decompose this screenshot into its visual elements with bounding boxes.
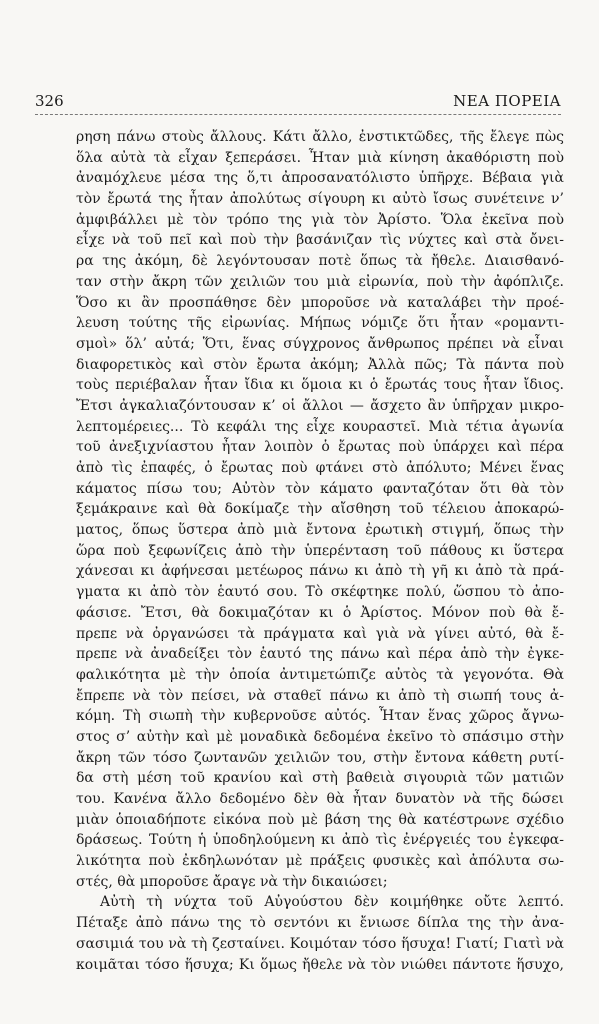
text-line: ἀναμόχλευε μέσα της ὅ,τι ἀπροσανατόλιστο ὑπῆρχε. Βέβαια γιὰ bbox=[76, 170, 564, 187]
text-line: κάματος πίσω του; Αὐτὸν τὸν κάματο φανταζόταν ὅτι θὰ τὸν bbox=[76, 480, 564, 497]
text-line: Ἔτσι ἀγκαλιαζόντουσαν κ’ οἱ ἄλλοι — ἄσχετο ἂν ὑπῆρχαν μικρο- bbox=[76, 397, 564, 414]
page-number: 326 bbox=[35, 92, 64, 110]
text-line: κόμη. Τὴ σιωπὴ τὴν κυβερνοῦσε αὐτός. Ἦταν ἕνας χῶρος ἄγνω- bbox=[76, 708, 564, 725]
body-text bbox=[76, 127, 564, 975]
text-line: Ὅσο κι ἂν προσπάθησε δὲν μποροῦσε νὰ καταλάβει τὴν προέ- bbox=[76, 294, 564, 311]
text-line: ἀμφιβάλλει μὲ τὸν τρόπο της γιὰ τὸν Ἀρίστο. Ὅλα ἐκεῖνα ποὺ bbox=[76, 211, 564, 228]
text-line: πρεπε νὰ ὀργανώσει τὰ πράγματα καὶ γιὰ νὰ γίνει αὐτό, θὰ ἔ- bbox=[76, 625, 564, 642]
text-line: του. Κανένα ἄλλο δεδομένο δὲν θὰ ἦταν δυνατὸν νὰ τῆς δώσει bbox=[76, 791, 564, 807]
text-line: ὥρα ποὺ ξεφωνίζεις ἀπὸ τὴν ὑπερένταση τοῦ πάθους κι ὕστερα bbox=[76, 542, 564, 559]
text-line: διαφορετικὸς καὶ στὸν ἔρωτα ἀκόμη; Ἀλλὰ πῶς; Τὰ πάντα ποὺ bbox=[76, 356, 564, 373]
text-line: ἔπρεπε νὰ τὸν πείσει, νὰ σταθεῖ πάνω κι ἀπὸ τὴ σιωπή τους ἀ- bbox=[76, 687, 564, 704]
text-line: λευση τούτης τῆς εἰρωνίας. Μήπως νόμιζε ὅτι ἦταν «ρομαντι- bbox=[76, 315, 564, 332]
text-line: τὸν ἔρωτά της ἦταν ἀπολύτως σίγουρη κι αὐτὸ ἴσως συνέτεινε ν’ bbox=[76, 191, 564, 208]
text-line: λικότητα ποὺ ἐκδηλωνόταν μὲ πράξεις φυσικὲς καὶ ἀπόλυτα σω- bbox=[76, 853, 564, 870]
text-line: δράσεως. Τούτη ἡ ὑποδηλούμενη κι ἀπὸ τὶς ἐνέργειές του ἐγκεφα- bbox=[76, 832, 564, 849]
text-line: ἀπὸ τὶς ἐπαφές, ὁ ἔρωτας ποὺ φτάνει στὸ ἀπόλυτο; Μένει ἕνας bbox=[76, 460, 564, 476]
text-line: ξεμάκραινε καὶ θὰ δοκίμαζε τὴν αἴσθηση τοῦ τέλειου ἀποκαρώ- bbox=[76, 501, 564, 518]
text-line: Πέταξε ἀπὸ πάνω της τὸ σεντόνι κι ἔνιωσε δίπλα της τὴν ἀνα- bbox=[76, 915, 564, 932]
running-head bbox=[35, 92, 561, 112]
text-line: φαλικότητα μὲ τὴν ὁποία ἀντιμετώπιζε αὐτὸς τὰ γεγονότα. Θὰ bbox=[76, 666, 564, 683]
journal-title: ΝΕΑ ΠΟΡΕΙΑ bbox=[453, 92, 561, 110]
text-line: κοιμᾶται τόσο ἥσυχα; Κι ὅμως ἤθελε νὰ τὸν νιώθει πάντοτε ἥσυχο, bbox=[76, 956, 564, 973]
text-line: στος σ’ αὐτὴν καὶ μὲ μοναδικὰ δεδομένα ἐκεῖνο τὸ σπάσιμο στὴν bbox=[76, 728, 564, 745]
text-line: ταν στὴν ἄκρη τῶν χειλιῶν του μιὰ εἰρωνία, ποὺ τὴν ἀφόπλιζε. bbox=[76, 273, 564, 290]
text-line: τοὺς περιέβαλαν ἦταν ἴδια κι ὅμοια κι ὁ ἔρωτάς τους ἦταν ἴδιος. bbox=[76, 377, 564, 394]
text-line: ματος, ὅπως ὕστερα ἀπὸ μιὰ ἔντονα ἐρωτικὴ στιγμή, ὅπως τὴν bbox=[76, 522, 564, 539]
text-line: σασιμιά του νὰ τὴ ζεσταίνει. Κοιμόταν τόσο ἥσυχα! Γιατί; Γιατὶ νὰ bbox=[76, 935, 564, 952]
text-line: ἄκρη τῶν τόσο ζωντανῶν χειλιῶν του, στὴν ἔντονα κάθετη ρυτί- bbox=[76, 749, 564, 766]
text-line: χάνεσαι κι ἀφήνεσαι μετέωρος πάνω κι ἀπὸ τὴ γῆ κι ἀπὸ τὰ πρά- bbox=[76, 563, 564, 580]
text-line: ρηση πάνω στοὺς ἄλλους. Κάτι ἄλλο, ἐνστικτῶδες, τῆς ἔλεγε πὼς bbox=[76, 129, 564, 145]
text-line: ρα της ἀκόμη, δὲ λεγόντουσαν ποτὲ ὅπως τὰ ἤθελε. Διαισθανό- bbox=[76, 253, 564, 270]
text-line: ὅλα αὐτὰ τὰ εἶχαν ξεπεράσει. Ἦταν μιὰ κίνηση ἀκαθόριστη ποὺ bbox=[76, 149, 564, 166]
text-line: δα στὴ μέση τοῦ κρανίου καὶ στὴ βαθειὰ σιγουριὰ τῶν ματιῶν bbox=[76, 770, 564, 787]
text-line: γματα κι ἀπὸ τὸν ἑαυτό σου. Τὸ σκέφτηκε πολύ, ὥσπου τὸ ἀπο- bbox=[76, 584, 564, 601]
text-line: τοῦ ἀνεξιχνίαστου ἦταν λοιπὸν ὁ ἔρωτας ποὺ ὑπάρχει καὶ πέρα bbox=[76, 439, 564, 456]
paragraph-last-line: στές, θὰ μποροῦσε ἄραγε νὰ τὴν δικαιώσει; bbox=[76, 873, 388, 890]
text-line: σμοὶ» ὅλ’ αὐτά; Ὅτι, ἕνας σύγχρονος ἄνθρωπος πρέπει νὰ εἶναι bbox=[76, 335, 564, 352]
text-line: μιὰν ὁποιαδήποτε εἰκόνα ποὺ μὲ βάση της θὰ κατέστρωνε σχέδιο bbox=[76, 811, 564, 828]
text-line: πρεπε νὰ ἀναδείξει τὸν ἑαυτό της πάνω καὶ πέρα ἀπὸ τὴν ἐγκε- bbox=[76, 646, 564, 663]
text-line: λεπτομέρειες... Τὸ κεφάλι της εἶχε κουραστεῖ. Μιὰ τέτια ἀγωνία bbox=[76, 418, 564, 435]
paragraph-first-line: Αὐτὴ τὴ νύχτα τοῦ Αὐγούστου δὲν κοιμήθηκε οὔτε λεπτό. bbox=[100, 894, 564, 911]
text-line: φάσισε. Ἔτσι, θὰ δοκιμαζόταν κι ὁ Ἀρίστος. Μόνον ποὺ θὰ ἔ- bbox=[76, 604, 564, 621]
header-rule bbox=[35, 114, 561, 115]
text-line: εἶχε νὰ τοῦ πεῖ καὶ ποὺ τὴν βασάνιζαν τὶς νύχτες καὶ στὰ ὄνει- bbox=[76, 232, 564, 249]
